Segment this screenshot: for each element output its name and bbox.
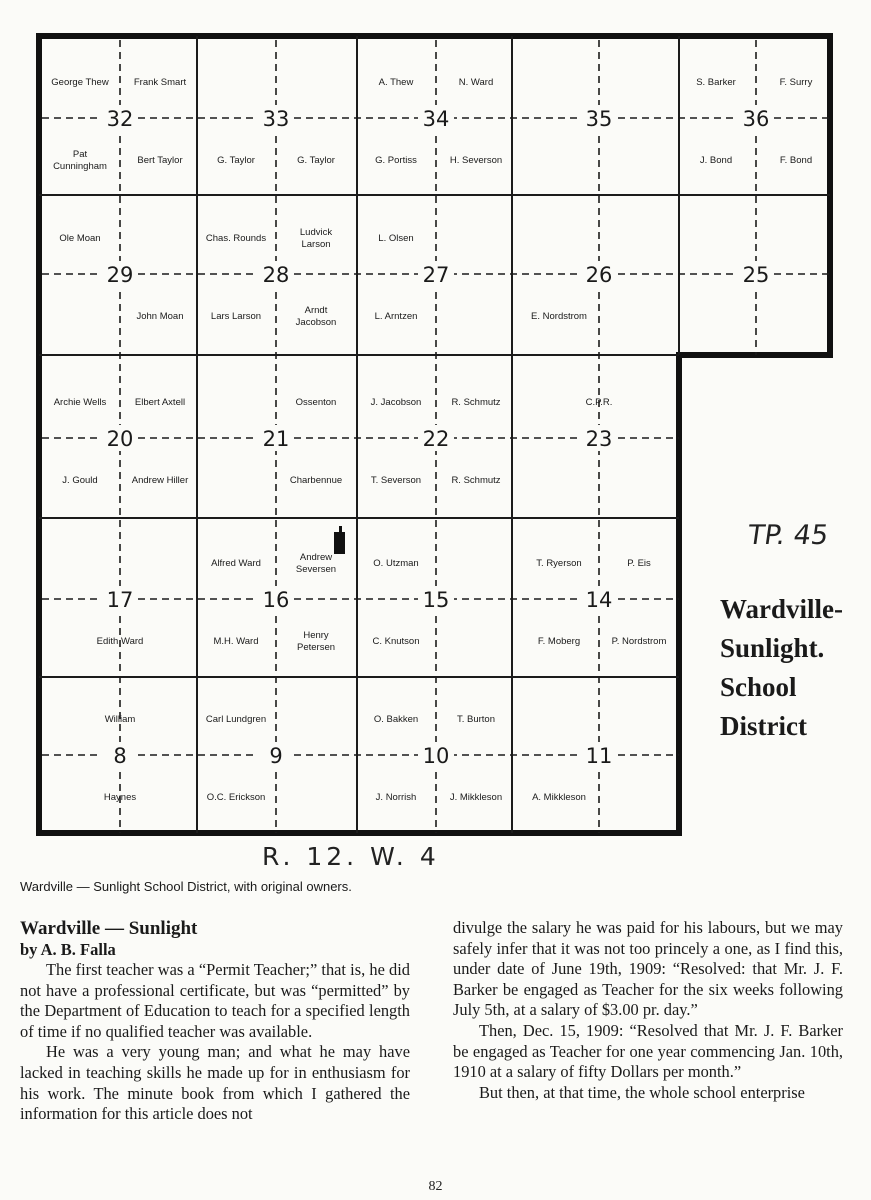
- section-numbers: [102, 105, 774, 768]
- owner-name: John Moan: [136, 311, 184, 322]
- article-column-left: [20, 918, 410, 1125]
- owner-name: F. Bond: [779, 155, 813, 166]
- owner-name: Elbert Axtell: [134, 397, 186, 408]
- section-number: 35: [585, 107, 613, 131]
- owner-name: F. Moberg: [537, 636, 581, 647]
- map-caption: Wardville — Sunlight School District, with original owners.: [20, 879, 352, 894]
- owner-name: L. Olsen: [378, 233, 414, 244]
- article-column-right: [453, 918, 843, 1103]
- owner-name: Ole Moan: [59, 233, 101, 244]
- section-number: 17: [106, 588, 134, 612]
- district-title-line: Wardville-: [720, 594, 843, 624]
- section-number: 9: [269, 744, 283, 768]
- owner-name: Lars Larson: [210, 311, 262, 322]
- owner-name: J. Gould: [62, 475, 98, 486]
- owner-name: J. Norrish: [375, 792, 417, 803]
- section-number: 16: [262, 588, 290, 612]
- owner-name: P. Eis: [627, 558, 651, 569]
- owner-name: N. Ward: [458, 77, 494, 88]
- section-number: 20: [106, 427, 134, 451]
- owner-name: Chas. Rounds: [205, 233, 267, 244]
- owner-name: C. Knutson: [372, 636, 420, 647]
- owner-name: C.P.R.: [585, 397, 613, 408]
- owner-name: Archie Wells: [53, 397, 107, 408]
- owner-name: J. Mikkleson: [449, 792, 503, 803]
- owner-name: Andrew Seversen: [295, 552, 337, 575]
- owner-name: T. Burton: [456, 714, 496, 725]
- section-number: 29: [106, 263, 134, 287]
- owner-name: G. Portiss: [375, 155, 417, 166]
- schoolhouse-icon: [334, 526, 345, 554]
- owner-name: A. Mikkleson: [532, 792, 586, 803]
- article-paragraph: But then, at that time, the whole school enterprise: [479, 1082, 805, 1102]
- section-number: 21: [262, 427, 290, 451]
- owner-name: A. Thew: [378, 77, 414, 88]
- article-paragraph: divulge the salary he was paid for his labours, but we may safely infer that it was not too princely a one, as I find this, under date of June 19th, 1909: “Resolved: that Mr. J. F. Barker be engaged as Teacher for the six weeks following July 5th, at a salary of $3.00 pr. day.”: [453, 918, 843, 1020]
- owner-name: M.H. Ward: [213, 636, 259, 647]
- article-paragraph: He was a very young man; and what he may have lacked in teaching skills he made up for in enthusiasm for his work. The minute book from which I gathered the information for this article does not: [20, 1042, 410, 1124]
- section-number: 23: [585, 427, 613, 451]
- owner-name: Carl Lundgren: [205, 714, 267, 725]
- owner-name: George Thew: [51, 77, 109, 88]
- owner-name: O.C. Erickson: [206, 792, 266, 803]
- section-number: 34: [422, 107, 450, 131]
- owner-name: G. Taylor: [297, 155, 335, 166]
- owner-name: T. Severson: [370, 475, 422, 486]
- owner-name: Henry Petersen: [296, 630, 336, 653]
- section-number: 14: [585, 588, 613, 612]
- township-label: TP. 45: [745, 520, 831, 551]
- owner-name: Charbennue: [289, 475, 343, 486]
- owner-name: Haynes: [103, 792, 137, 803]
- owner-name: Andrew Hiller: [131, 475, 189, 486]
- owner-name: Arndt Jacobson: [295, 305, 337, 328]
- owner-name: S. Barker: [696, 77, 736, 88]
- section-number: 27: [422, 263, 450, 287]
- article-paragraph: Then, Dec. 15, 1909: “Resolved that Mr. J. F. Barker be engaged as Teacher for one year commencing Jan. 10th, 1910 at a salary of fifty Dollars per month.”: [453, 1020, 843, 1082]
- owner-name: J. Jacobson: [370, 397, 422, 408]
- owner-name: Alfred Ward: [211, 558, 261, 569]
- owner-name: O. Bakken: [373, 714, 419, 725]
- district-title-line: District: [720, 711, 807, 741]
- article-title: Wardville — Sunlight: [20, 918, 198, 939]
- section-number: 11: [585, 744, 613, 768]
- owner-name: Frank Smart: [133, 77, 187, 88]
- owner-name: T. Ryerson: [536, 558, 582, 569]
- owner-name: Bert Taylor: [137, 155, 183, 166]
- article-paragraph: The first teacher was a “Permit Teacher;” that is, he did not have a professional certificate, but was “permitted” by the Department of Education to teach for a specified length of time if no qualified teacher was available.: [20, 960, 410, 1041]
- owner-name: L. Arntzen: [374, 311, 418, 322]
- range-label: R. 12. W. 4: [262, 842, 440, 871]
- owner-name: Edith Ward: [96, 636, 144, 647]
- owner-name: J. Bond: [699, 155, 733, 166]
- owner-name: Ludvick Larson: [299, 227, 333, 250]
- owner-name: R. Schmutz: [451, 397, 501, 408]
- owner-name: E. Nordstrom: [531, 311, 587, 322]
- owner-name: William: [104, 714, 136, 725]
- owner-name: Ossenton: [295, 397, 337, 408]
- owner-name: G. Taylor: [217, 155, 255, 166]
- article-byline: by A. B. Falla: [20, 940, 116, 959]
- district-title-line: Sunlight.: [720, 633, 825, 663]
- section-number: 25: [742, 263, 770, 287]
- section-number: 36: [742, 107, 770, 131]
- page-number: 82: [428, 1179, 443, 1194]
- owner-name: H. Severson: [449, 155, 503, 166]
- owner-name: Pat Cunningham: [53, 149, 107, 172]
- owner-name: P. Nordstrom: [611, 636, 667, 647]
- owner-name: R. Schmutz: [451, 475, 501, 486]
- owner-name: F. Surry: [779, 77, 813, 88]
- section-number: 8: [113, 744, 127, 768]
- section-number: 32: [106, 107, 134, 131]
- district-title: [720, 590, 870, 746]
- section-number: 15: [422, 588, 450, 612]
- section-number: 26: [585, 263, 613, 287]
- section-number: 22: [422, 427, 450, 451]
- section-number: 28: [262, 263, 290, 287]
- owner-name: O. Utzman: [373, 558, 419, 569]
- section-number: 10: [422, 744, 450, 768]
- section-number: 33: [262, 107, 290, 131]
- district-title-line: School: [720, 672, 797, 702]
